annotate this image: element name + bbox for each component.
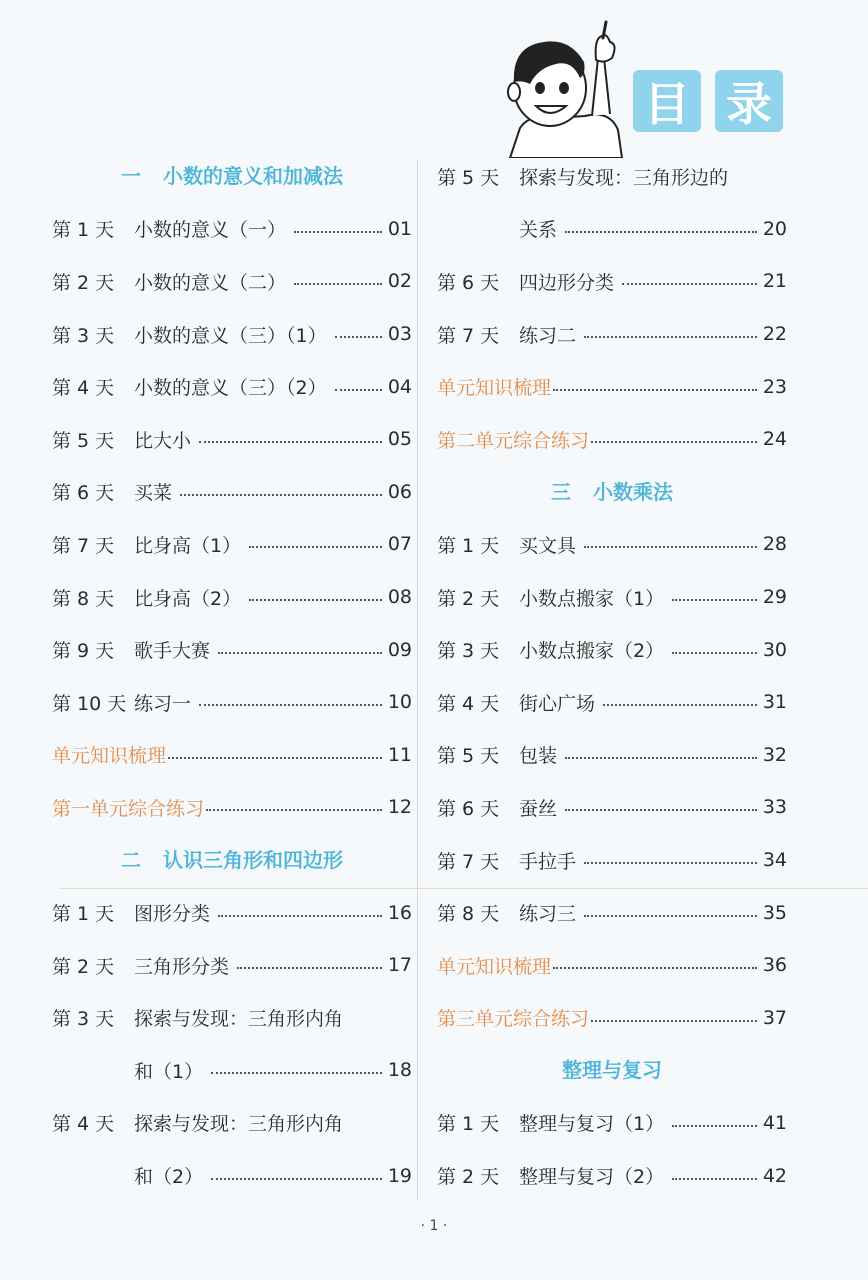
entry-day: 第 2 天 (437, 587, 500, 610)
entry-title: 歌手大赛 (134, 640, 211, 663)
unit-title: 小数的意义和加减法 (163, 164, 343, 188)
entry-page: 24 (762, 428, 787, 451)
dot-leader (199, 704, 382, 706)
entry-page: 10 (387, 691, 412, 714)
toc-entry[interactable] (52, 939, 412, 992)
unit-heading (437, 466, 787, 519)
entry-title: 比大小 (134, 429, 192, 452)
entry-title: 单元知识梳理 (437, 377, 552, 400)
dot-leader (553, 967, 757, 969)
toc-entry[interactable] (437, 1097, 787, 1150)
entry-day: 第 3 天 (52, 1008, 115, 1031)
dot-leader (565, 757, 757, 759)
dot-leader (672, 652, 757, 654)
entry-day: 第 2 天 (52, 955, 115, 978)
entry-title: 第三单元综合练习 (437, 1008, 590, 1031)
entry-title: 第一单元综合练习 (52, 797, 205, 820)
toc-entry[interactable] (52, 203, 412, 256)
entry-title: 买菜 (134, 482, 173, 505)
toc-entry[interactable] (52, 413, 412, 466)
dot-leader (565, 231, 757, 233)
entry-day: 第 2 天 (52, 271, 115, 294)
unit-heading (52, 150, 412, 203)
dot-leader (591, 1020, 757, 1022)
entry-page: 19 (387, 1164, 412, 1187)
entry-page: 02 (387, 270, 412, 293)
dot-leader (565, 809, 757, 811)
entry-title: 包装 (519, 745, 558, 768)
section-heading (437, 1044, 787, 1097)
entry-day: 第 1 天 (437, 534, 500, 557)
entry-title: 小数点搬家（2） (519, 640, 665, 663)
entry-day: 第 6 天 (437, 271, 500, 294)
toc-entry[interactable] (437, 308, 787, 361)
entry-page: 11 (387, 743, 412, 766)
toc-entry-summary[interactable] (52, 729, 412, 782)
toc-entry[interactable] (52, 308, 412, 361)
entry-day: 第 8 天 (437, 903, 500, 926)
dot-leader (199, 441, 382, 443)
unit-heading (52, 834, 412, 887)
entry-day: 第 6 天 (437, 797, 500, 820)
dot-leader (180, 494, 382, 496)
toc-entry[interactable] (437, 518, 787, 571)
section-title: 整理与复习 (562, 1058, 662, 1083)
entry-page: 28 (762, 533, 787, 556)
dot-leader (211, 1072, 382, 1074)
entry-page: 16 (387, 901, 412, 924)
dot-leader (218, 915, 382, 917)
entry-day: 第 6 天 (52, 482, 115, 505)
entry-page: 06 (387, 480, 412, 503)
entry-title: 小数点搬家（1） (519, 587, 665, 610)
boy-mascot-illustration (500, 18, 630, 158)
entry-day: 第 5 天 (437, 166, 500, 189)
unit-number: 二 (121, 847, 141, 872)
dot-leader (168, 757, 382, 759)
entry-title: 整理与复习（2） (519, 1166, 665, 1189)
entry-page: 03 (387, 323, 412, 346)
toc-title-char-2: 录 (715, 70, 783, 132)
dot-leader (249, 599, 382, 601)
page-number: · 1 · (420, 1218, 448, 1234)
entry-day: 第 7 天 (52, 534, 115, 557)
entry-title: 探索与发现：三角形内角 (134, 1113, 344, 1136)
entry-day: 第 4 天 (52, 1113, 115, 1136)
dot-leader (294, 231, 382, 233)
toc-entry[interactable] (437, 886, 787, 939)
entry-page: 32 (762, 743, 787, 766)
dot-leader (622, 283, 757, 285)
toc-entry[interactable] (437, 781, 787, 834)
dot-leader (584, 862, 757, 864)
entry-title: 街心广场 (519, 692, 596, 715)
entry-day: 第 1 天 (52, 903, 115, 926)
toc-right-column (437, 150, 787, 1202)
toc-entry[interactable] (52, 676, 412, 729)
entry-page: 33 (762, 796, 787, 819)
toc-entry[interactable] (437, 834, 787, 887)
toc-left-column (52, 150, 412, 1202)
entry-page: 05 (387, 428, 412, 451)
dot-leader (591, 441, 757, 443)
entry-title-cont: 关系 (519, 219, 558, 242)
entry-page: 30 (762, 638, 787, 661)
toc-entry-continued[interactable] (437, 203, 787, 256)
entry-page: 31 (762, 691, 787, 714)
entry-title: 比身高（1） (134, 534, 242, 557)
entry-page: 34 (762, 849, 787, 872)
dot-leader (211, 1178, 382, 1180)
toc-entry[interactable] (52, 571, 412, 624)
entry-title: 小数的意义（二） (134, 271, 287, 294)
entry-page: 22 (762, 323, 787, 346)
entry-page: 35 (762, 901, 787, 924)
toc-entry[interactable] (52, 992, 412, 1045)
entry-title: 探索与发现：三角形内角 (134, 1008, 344, 1031)
toc-title-char-1: 目 (633, 70, 701, 132)
entry-title-cont: 和（1） (134, 1060, 204, 1083)
dot-leader (206, 809, 382, 811)
entry-title: 小数的意义（一） (134, 219, 287, 242)
entry-title: 买文具 (519, 534, 577, 557)
toc-entry[interactable] (437, 729, 787, 782)
entry-title: 四边形分类 (519, 271, 615, 294)
toc-entry-continued[interactable] (52, 1149, 412, 1202)
toc-entry[interactable] (52, 466, 412, 519)
entry-day: 第 7 天 (437, 850, 500, 873)
entry-title: 单元知识梳理 (52, 745, 167, 768)
entry-day: 第 4 天 (437, 692, 500, 715)
entry-page: 09 (387, 638, 412, 661)
toc-entry[interactable] (437, 1149, 787, 1202)
entry-title-cont: 和（2） (134, 1166, 204, 1189)
entry-page: 42 (762, 1164, 787, 1187)
entry-page: 18 (387, 1059, 412, 1082)
dot-leader (237, 967, 382, 969)
toc-entry-review[interactable] (437, 992, 787, 1045)
entry-day: 第 8 天 (52, 587, 115, 610)
entry-day: 第 2 天 (437, 1166, 500, 1189)
dot-leader (294, 283, 382, 285)
entry-title: 蚕丝 (519, 797, 558, 820)
entry-day: 第 3 天 (52, 324, 115, 347)
toc-entry-continued[interactable] (52, 1044, 412, 1097)
dot-leader (218, 652, 382, 654)
entry-page: 23 (762, 375, 787, 398)
entry-day: 第 7 天 (437, 324, 500, 347)
entry-page: 29 (762, 586, 787, 609)
dot-leader (553, 389, 757, 391)
dot-leader (672, 599, 757, 601)
toc-entry[interactable] (437, 676, 787, 729)
toc-entry[interactable] (52, 255, 412, 308)
entry-day: 第 3 天 (437, 640, 500, 663)
entry-page: 36 (762, 954, 787, 977)
entry-title: 练习三 (519, 903, 577, 926)
toc-entry-review[interactable] (437, 413, 787, 466)
entry-day: 第 4 天 (52, 377, 115, 400)
column-divider (417, 160, 418, 1200)
dot-leader (335, 336, 382, 338)
entry-day: 第 1 天 (437, 1113, 500, 1136)
entry-title: 探索与发现：三角形边的 (519, 166, 729, 189)
entry-title: 第二单元综合练习 (437, 429, 590, 452)
toc-entry[interactable] (437, 571, 787, 624)
entry-page: 01 (387, 217, 412, 240)
toc-entry[interactable] (52, 886, 412, 939)
entry-page: 12 (387, 796, 412, 819)
entry-page: 21 (762, 270, 787, 293)
dot-leader (603, 704, 757, 706)
entry-page: 17 (387, 954, 412, 977)
entry-title: 练习一 (134, 692, 192, 715)
toc-entry[interactable] (52, 623, 412, 676)
dot-leader (584, 336, 757, 338)
dot-leader (584, 546, 757, 548)
entry-page: 20 (762, 217, 787, 240)
unit-number: 一 (121, 164, 141, 188)
entry-page: 07 (387, 533, 412, 556)
entry-title: 比身高（2） (134, 587, 242, 610)
toc-entry[interactable] (437, 150, 787, 203)
entry-title: 练习二 (519, 324, 577, 347)
entry-day: 第 5 天 (437, 745, 500, 768)
entry-day: 第 1 天 (52, 219, 115, 242)
toc-entry[interactable] (52, 518, 412, 571)
toc-entry-summary[interactable] (437, 360, 787, 413)
toc-entry[interactable] (52, 1097, 412, 1150)
entry-page: 37 (762, 1006, 787, 1029)
entry-day: 第 5 天 (52, 429, 115, 452)
entry-day: 第 9 天 (52, 640, 115, 663)
dot-leader (335, 389, 382, 391)
unit-title: 小数乘法 (593, 479, 673, 504)
entry-title: 小数的意义（三）（2） (134, 377, 327, 400)
entry-title: 图形分类 (134, 903, 211, 926)
toc-entry[interactable] (437, 623, 787, 676)
unit-title: 认识三角形和四边形 (163, 847, 343, 872)
entry-title: 单元知识梳理 (437, 955, 552, 978)
dot-leader (672, 1178, 757, 1180)
toc-entry[interactable] (437, 255, 787, 308)
entry-title: 整理与复习（1） (519, 1113, 665, 1136)
entry-title: 三角形分类 (134, 955, 230, 978)
toc-entry-review[interactable] (52, 781, 412, 834)
unit-number: 三 (551, 479, 571, 504)
entry-page: 41 (762, 1111, 787, 1134)
toc-entry[interactable] (52, 360, 412, 413)
dot-leader (672, 1125, 757, 1127)
dot-leader (584, 915, 757, 917)
entry-day: 第 10 天 (52, 692, 127, 715)
dot-leader (249, 546, 382, 548)
entry-title: 手拉手 (519, 850, 577, 873)
entry-page: 04 (387, 375, 412, 398)
entry-page: 08 (387, 586, 412, 609)
toc-entry-summary[interactable] (437, 939, 787, 992)
entry-title: 小数的意义（三）（1） (134, 324, 327, 347)
